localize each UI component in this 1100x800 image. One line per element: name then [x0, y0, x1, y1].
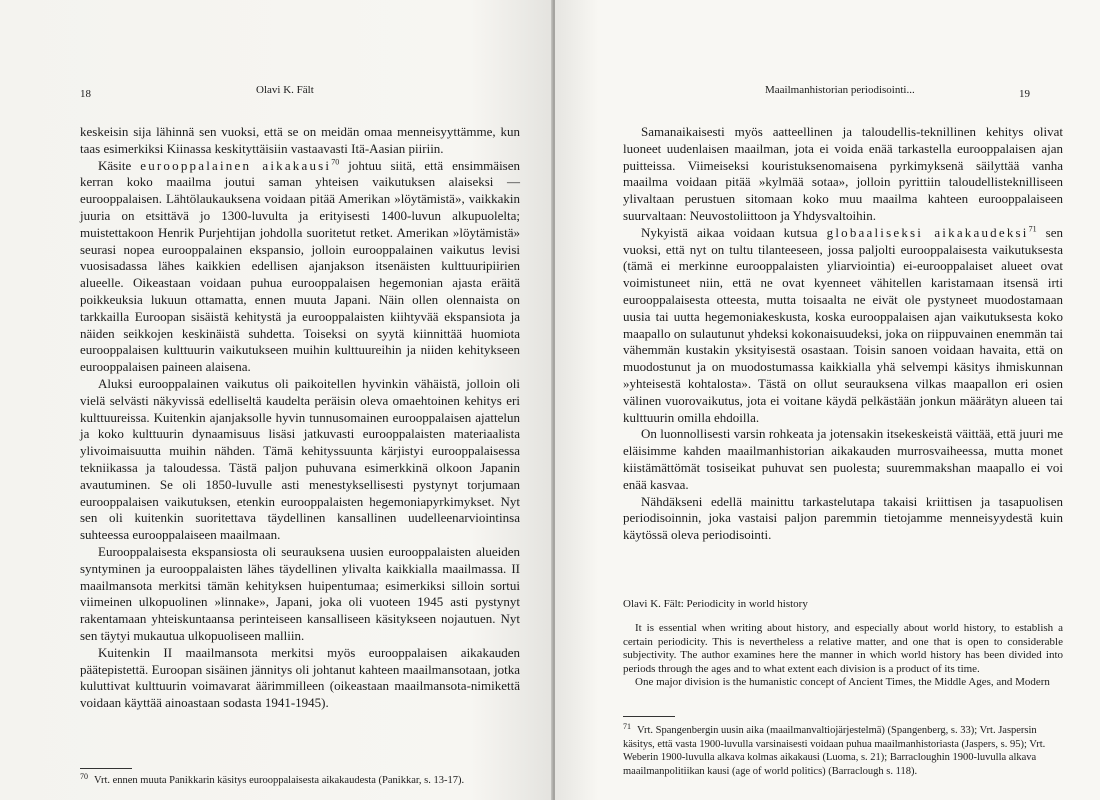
footnote-number: 70	[80, 771, 88, 781]
body-paragraph	[623, 225, 1063, 427]
body-paragraph	[623, 426, 1063, 493]
page-number: 18	[80, 88, 91, 100]
footnote-71	[623, 721, 1063, 778]
page-number: 19	[1019, 88, 1030, 100]
body-paragraph	[623, 494, 1063, 544]
right-page	[555, 0, 1100, 800]
footnote-rule	[80, 768, 132, 769]
paragraph-text: johtuu siitä, että ensimmäisen kerran koko maailma joutui saman yhteisen vaikutuksen alaiseksi — eurooppalaisen. Lähtölaukauksena voidaan pitää Amerikan »löytämistä», vaikkakin juuria on etsittävä jo 1300-luvulta ja erityisesti 1400-luvun alkupuolelta; muistettakoon Henrik Purjehtijan johdolla suoritetut retket. Amerikan »löytämistä» seurasi nopea eurooppalainen ekspansio, jolloin eurooppalainen vaikutus levisi vuosisadassa lähes kaikkien edellisen ajanjakson itsenäisten kulttuuripiirien alueelle. Oikeastaan voidaan puhua eurooppalaisen hegemonian ajasta eräitä poikkeuksia lukuun ottamatta, ennen muuta Japani. Näin ollen olennaista on tarkkailla Euroopan sisäistä kehitystä ja eurooppalaisten kiihtyvää ekspansiota ja näiden seikkojen keskinäistä suhdetta. Toiseksi on syytä kiinnittää huomiota eurooppalaisen kulttuurin vaikutukseen muihin kulttuureihin ja niiden kehitykseen eurooppalaisen paineen alaisena.	[80, 157, 521, 375]
paragraph-text: Kuitenkin II maailmansota merkitsi myös eurooppalaisen aikakauden päätepistettä. Euroopan sisäinen jännitys oli johtanut kahteen maailmansotaan, jotka kuluttivat kulttuurin voimavarat äärimmilleen (oikeastaan maailmansota-nimikettä voidaan käyttää ainoastaan sodasta 1941-1945).	[80, 644, 520, 711]
body-paragraph	[623, 124, 1063, 225]
english-abstract	[623, 622, 1063, 690]
footnote-rule	[623, 716, 675, 717]
running-head: Maailmanhistorian periodisointi...	[765, 84, 915, 96]
right-body-text	[623, 124, 1063, 544]
paragraph-text: sen vuoksi, että nyt on tultu tilanteeseen, jossa paljolti eurooppalaisesta vaikutuksesta (tämä ei merkinne eurooppalaisten yliarviointia) ei-eurooppalaiset alueet ovat voimistuneet niin, että ne ovat kyenneet vähitellen karistamaan itsensä irti eurooppalaisesta otteesta, mutta toisaalta ne eivät ole pystyneet muodostamaan uusia tai uutta hegemoniakeskusta, koska eurooppalaisen ajan vaikutuksesta koko maapallo on sulautunut yhdeksi kokonaisuudeksi, joka on riippuvainen enemmän tai vähemmän kustakin yksityisestä osastaan. Toisin sanoen voidaan havaita, että on muodostunut ja on muodostumassa kaikkialla yhä selvempi käsitys ihmiskunnan »yhteisestä kohtalosta». Tästä on ollut seurauksena vilkas maapallon eri osien välinen vuorovaikutus, jota ei voitane käydä pelkästään jonkun määrätyn alueen tai kulttuurin omilla ehdoilla.	[623, 224, 1063, 425]
footnote-ref: 70	[331, 157, 340, 167]
paragraph-text: Samanaikaisesti myös aatteellinen ja taloudellis-teknillinen kehitys olivat luoneet uudenlaisen maailman, jota ei voida enää tarkastella eurooppalaisen ajan puitteissa. Viimeiseksi kouristuksenomaisena pyrkimyksenä säilyttää vanha maailma voidaan pitää »kylmää sotaa», jolloin pyrittiin taloudellisteknilliseen ylivaltaan perustuen sitomaan koko muu maailma kahteen eurooppalaiseen suurvaltaan: Neuvostoliittoon ja Yhdysvaltoihin.	[623, 124, 1063, 223]
footnote-text: Vrt. Spangenbergin uusin aika (maailmanvaltiojärjestelmä) (Spangenberg, s. 33); Vrt. Jaspersin käsitys, että vasta 1900-luvulla varsinaisesti voidaan puhua maailmanhistoriasta (Jaspers, s. 95); Vrt. Weberin 1900-luvulla alkava kolmas aikakausi (Luoma, s. 21); Barracloughin 1900-luvulla alkava maailmanpolitiikan kausi (age of world politics) (Barraclough s. 118).	[623, 725, 1046, 777]
paragraph-text: Nähdäkseni edellä mainittu tarkastelutapa takaisi kriittisen ja tasapuolisen periodisoinnin, joka vastaisi paljon paremmin tietojamme menneisyydestä kuin käytössä oleva periodisointi.	[623, 493, 1063, 543]
paragraph-text: Aluksi eurooppalainen vaikutus oli paikoitellen hyvinkin vähäistä, jolloin oli vielä selvästi näkyvissä edelliseltä kaudelta peräisin oleva omaehtoinen kehitys eri kulttuureissa. Kuitenkin ajanjaksolle hyvin tunnusomainen eurooppalaisen ajattelun ja koko kulttuurin dynaamisuus lisäsi jatkuvasti eurooppalaisten materiaalista ylivoimaisuutta muihin nähden. Tämä kehityssuunta kärjistyi eurooppalaisessa tekniikassa ja taloudessa. Tästä paljon puhuvana esimerkkinä olkoon Japanin avautuminen. Se oli 1850-luvulle asti menestyksellisesti pystynyt torjumaan eurooppalaisen vaikutuksen, etenkin eurooppalaisten hegemoniapyrkimykset. Nyt sen oli kuitenkin suoritettava täydellinen kansallinen uudelleenarviointinsa suhteessa eurooppalaiseen maailmaan.	[80, 375, 520, 543]
body-paragraph	[80, 376, 520, 544]
paragraph-text: Eurooppalaisesta ekspansiosta oli seurauksena uusien eurooppalaisten alueiden syntyminen ja eurooppalaisten lähes täydellinen ylivalta kaikkialla maailmassa. II maailmansota merkitsi tämän kehityksen huipentumaa; esimerkiksi silloin sortui viimeinen ulkopuolinen »linnake», Japani, joka oli vuoteen 1945 asti pystynyt rakentamaan yhteiskuntaansa perinteiseen kansalliseen käsitykseen nojautuen. Nyt sen täytyi mukautua ulkopuoliseen malliin.	[80, 543, 520, 643]
abstract-title: Olavi K. Fält: Periodicity in world history	[623, 598, 808, 610]
spaced-term: globaaliseksi aikakaudeksi	[826, 224, 1029, 240]
footnote-text: Vrt. ennen muuta Panikkarin käsitys eurooppalaisesta aikakaudesta (Panikkar, s. 13-17).	[94, 775, 465, 786]
running-head: Olavi K. Fält	[256, 84, 314, 96]
paragraph-text: Nykyistä aikaa voidaan kutsua	[641, 224, 827, 240]
paragraph-text: keskeisin sija lähinnä sen vuoksi, että se on meidän omaa menneisyyttämme, kun taas esimerkiksi Kiinassa keskityttäisiin vastaavasti Itä-Aasian piiriin.	[80, 124, 520, 156]
abstract-paragraph: It is essential when writing about history, and especially about world history, to establish a certain periodicity. This is nevertheless a relative matter, and one that is open to considerable subjectivity. The author examines here the manner in which world history has been divided into periods through the ages and to what extent each division is a product of its time.	[623, 622, 1063, 675]
body-paragraph	[80, 544, 520, 645]
footnote-number: 71	[623, 721, 631, 731]
body-paragraph	[80, 158, 520, 376]
paragraph-text: Käsite	[98, 157, 141, 173]
spaced-term: eurooppalainen aikakausi	[140, 157, 332, 173]
left-body-text	[80, 124, 520, 712]
body-paragraph	[80, 124, 520, 158]
footnote-70	[80, 771, 520, 788]
footnote-ref: 71	[1028, 224, 1037, 234]
body-paragraph	[80, 645, 520, 712]
paragraph-text: On luonnollisesti varsin rohkeata ja jotensakin itsekeskeistä väittää, että juuri me eläisimme kahden maailmanhistorian aikakauden murrosvaiheessa, mutta monet kiistämättömät tosiseikat puhuvat sen puolesta; suuremmakshan maapallo ei voi enää kasvaa.	[623, 426, 1063, 492]
abstract-paragraph: One major division is the humanistic concept of Ancient Times, the Middle Ages, and Modern	[635, 676, 1050, 689]
